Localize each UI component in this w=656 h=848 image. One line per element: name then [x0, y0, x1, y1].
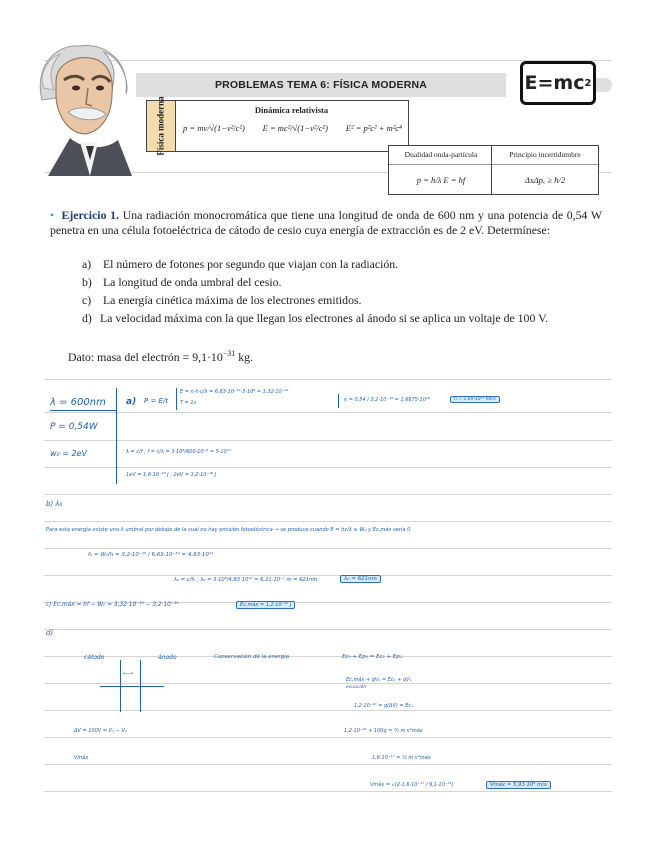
energy-conservation-label: Conservación de la energía: [214, 654, 290, 660]
exercise-item: [82, 311, 604, 326]
ruled-line: [44, 791, 612, 792]
conservation-eq-4: 1,2·10⁻²⁰ + 100q = ½ m v²máx: [344, 728, 423, 734]
part-a-answer: n = 1,69·10¹⁸ fot/s: [450, 396, 500, 403]
voltage-difference: ΔV = 100V = V₁ − V₀: [74, 728, 127, 734]
topic-side-label: [147, 96, 176, 156]
ruled-line: [44, 548, 612, 549]
exercise-label: Ejercicio 1.: [61, 208, 120, 222]
frequency-calc: λ = c/f ; f = c/λ = 3·10⁸/600·10⁻⁹ = 5·10¹⁴: [126, 449, 231, 455]
ruled-line: [44, 440, 612, 441]
part-a-energy: E = n·h·c/λ = 6,63·10⁻³⁴·3·10⁸ = 3,32·10⁻¹⁹: [180, 389, 289, 395]
conservation-eq-1: Ec₀ + Ep₀ = Ec₁ + Ep₁: [342, 654, 403, 660]
part-a-time: T = 1s: [180, 400, 197, 406]
ruled-line: [44, 575, 612, 576]
brace-line: [338, 394, 339, 408]
ruled-line: [44, 656, 612, 657]
cathode-label: cátodo: [84, 654, 105, 661]
data-unit: kg.: [235, 349, 253, 364]
part-b-answer: λ₀ = 621nm: [340, 575, 381, 583]
ruled-line: [44, 683, 612, 684]
bullet-icon: •: [50, 208, 55, 222]
ruled-line: [44, 412, 612, 413]
item-letter: d): [82, 311, 92, 325]
conservation-eq-5: 1,6·10⁻¹⁷ = ½ m v²máx: [372, 755, 431, 761]
uncertainty-principle-box: [491, 145, 599, 195]
electron-arrow-icon: ←→: [123, 670, 134, 677]
ruled-line: [44, 379, 612, 380]
data-exponent: −31: [222, 349, 236, 358]
conservation-eq-2: Ec,máx + qV₀ = Ec₁ + qV₁: [346, 677, 412, 683]
ruled-line: [44, 521, 612, 522]
part-a-label: a): [126, 397, 137, 407]
duality-box-title: Dualidad onda-partícula: [389, 146, 493, 165]
uncertainty-box-title: Principio incertidumbre: [492, 146, 598, 165]
ruled-line: [44, 467, 612, 468]
exercise-statement: [50, 208, 602, 238]
momentum-formula: p = mv/√(1−v²/c²): [183, 123, 245, 133]
conservation-eq-3: 1,2·10⁻²⁰ = q(ΔV) = Ec₁: [354, 703, 414, 709]
item-letter: b): [82, 275, 92, 289]
item-text: La velocidad máxima con la que llegan los electrones al ánodo si se aplica un voltaje de 100 V.: [100, 311, 549, 325]
part-a-result: n = 0,54 / 3,2·10⁻¹⁹ = 1,6875·10¹⁸: [344, 397, 430, 403]
given-work-function: w₀ = 2eV: [50, 449, 88, 458]
part-d-answer: Vmáx = 5,93·10⁶ m/s: [486, 781, 551, 789]
energy-momentum-formula: E² = p²c² + m²c⁴: [345, 123, 402, 133]
exercise-item: [82, 275, 604, 290]
conservation-eq-2-note: ecuación: [346, 685, 367, 690]
exercise-item: [82, 293, 604, 308]
scientist-portrait-illustration: [34, 38, 132, 176]
relativistic-formulas: [183, 123, 402, 133]
duality-formula: p = h/λ E = hf: [416, 175, 466, 185]
anode-label: ánodo: [158, 654, 177, 661]
relativistic-dynamics-box: [146, 96, 409, 156]
threshold-frequency: f₀ = W₀/h = 3,2·10⁻¹⁹ / 6,63·10⁻³⁴ = 4,83·10¹⁴: [88, 552, 214, 558]
ev-conversion: 1eV = 1,6·10⁻¹⁹ J ; 2eV = 3,2·10⁻¹⁹ J: [126, 472, 217, 478]
data-separator-line: [116, 388, 117, 484]
ruled-line: [44, 764, 612, 765]
exercise-intro: Una radiación monocromática que tiene una longitud de onda de 600 nm y una potencia de 0,54 W penetra en una célula fotoeléctrica de cátodo de cesio cuya energía de extracción es de 2 eV. Determínese:: [50, 208, 603, 237]
wave-particle-duality-box: [388, 145, 494, 195]
data-text: Dato: masa del electrón = 9,1·10: [68, 349, 223, 364]
circuit-wire: [100, 686, 164, 687]
part-c-answer: Ec,máx = 1,2·10⁻²⁰ J: [236, 601, 295, 609]
ruled-line: [44, 494, 612, 495]
ruled-line: [44, 629, 612, 630]
page-title: PROBLEMAS TEMA 6: FÍSICA MODERNA: [136, 73, 506, 97]
part-c-equation: c) Ec,máx = hf − W₀ = 3,32·10⁻¹⁹ − 3,2·10⁻¹⁹: [46, 602, 179, 608]
emc-logo-exponent: 2: [584, 77, 592, 89]
item-text: El número de fotones por segundo que viajan con la radiación.: [102, 257, 399, 271]
emc-logo-text: E=mc: [524, 72, 585, 94]
part-b-label: b) λ₀: [46, 500, 63, 508]
vmax-equation: Vmáx = √(2·1,6·10⁻¹⁷ / 9,1·10⁻³¹): [370, 782, 454, 788]
part-a-power-formula: P = E/t: [144, 397, 169, 405]
data-statement: [68, 346, 253, 365]
energy-formula: E = mc²/√(1−v²/c²): [262, 123, 328, 133]
underline: [50, 410, 116, 411]
part-b-explanation: Para esta energía existe una λ umbral por debajo de la cual no hay emisión fotoeléctrica → se produce cuando E = hc/λ ≥ W₀ y Ec,máx sería 0: [46, 527, 411, 533]
uncertainty-formula: ΔxΔpₓ ≥ ħ/2: [524, 175, 566, 185]
title-bar-end: [594, 78, 612, 92]
threshold-wavelength: λ₀ = c/f₀ ; λ₀ = 3·10⁸/4,83·10¹⁴ = 6,21·10⁻⁷ m = 621nm: [174, 577, 318, 583]
vmax-label: Vmáx: [74, 755, 89, 761]
exercise-item: [82, 257, 604, 272]
relativistic-box-title: Dinámica relativista: [254, 105, 329, 115]
emc-logo: [520, 61, 596, 105]
item-letter: a): [82, 257, 92, 271]
given-power: P = 0,54W: [50, 422, 98, 432]
ruled-line: [44, 710, 612, 711]
part-d-label: d): [46, 629, 54, 637]
item-letter: c): [82, 293, 92, 307]
given-wavelength: λ = 600nm: [50, 397, 106, 408]
ruled-line: [44, 737, 612, 738]
brace-line: [176, 388, 177, 410]
item-text: La longitud de onda umbral del cesio.: [102, 275, 282, 289]
topic-side-text: Física moderna: [155, 96, 166, 156]
item-text: La energía cinética máxima de los electrones emitidos.: [102, 293, 362, 307]
